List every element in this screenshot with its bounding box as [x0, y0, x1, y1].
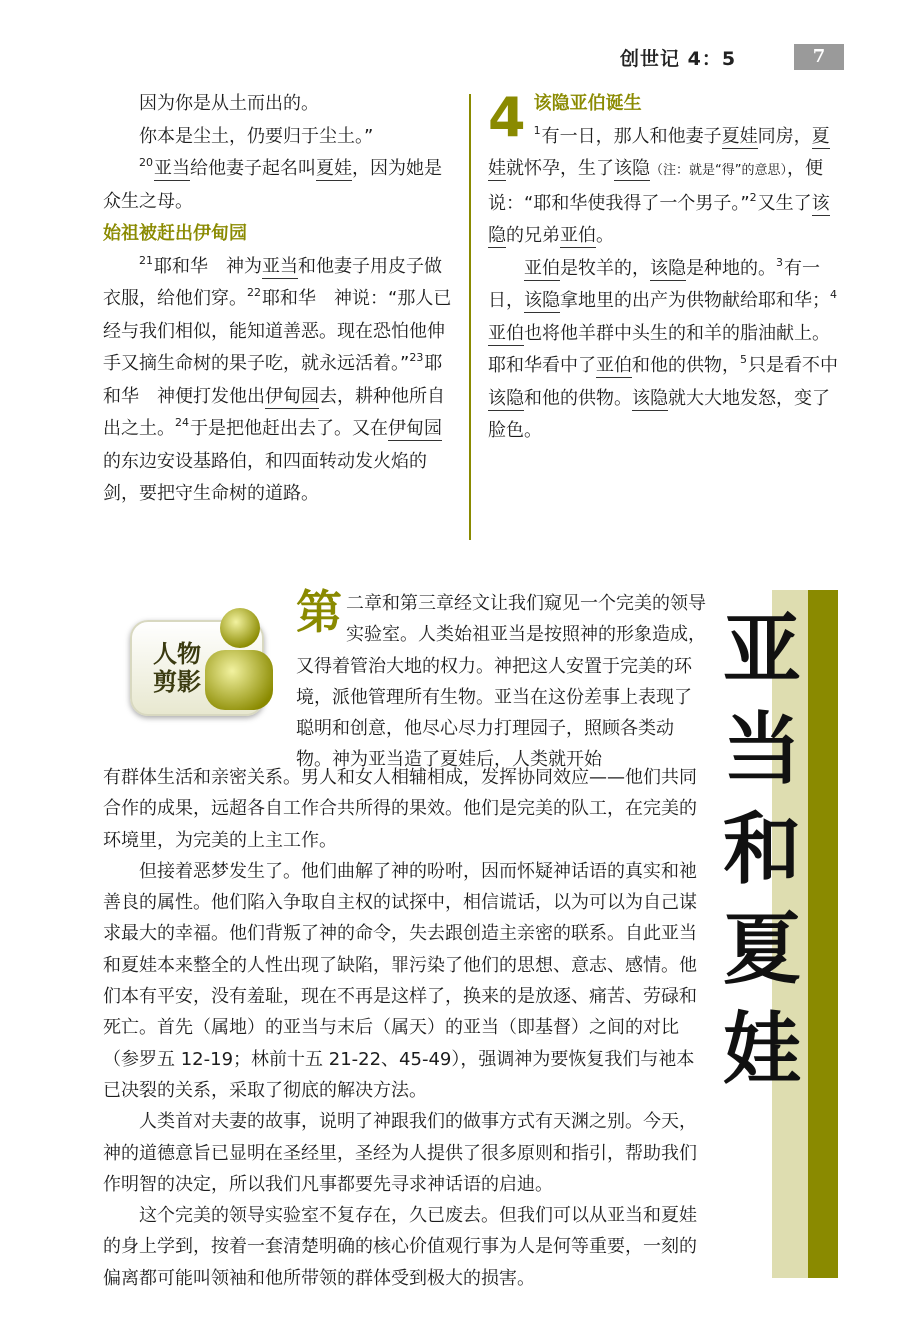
title-char: 和	[722, 805, 801, 895]
verse-number: 22	[247, 286, 261, 299]
verse-text: 是牧羊的，	[560, 257, 650, 279]
verse-text: 于是把他赶出去了。又在	[190, 418, 388, 439]
verse-text: 就怀孕，生了	[506, 158, 614, 179]
verse-text: 和他的供物，	[632, 355, 740, 376]
name-eve: 夏娃	[488, 125, 830, 179]
verse-text: 拿地里的出产为供物献给耶和华；	[560, 290, 830, 311]
verse-text: 有一日，	[488, 257, 820, 311]
name-cain: 该隐	[614, 158, 650, 179]
name-abel: 亚伯	[524, 257, 560, 279]
name-abel: 亚伯	[560, 225, 596, 246]
verse-text: 耶和华 神便打发他出	[103, 353, 443, 407]
verse-text: 同房，	[757, 125, 812, 147]
verse-text: 又生了	[757, 192, 812, 214]
name-eve: 夏娃	[316, 158, 352, 179]
verse-text: ，因为她是众生之母。	[103, 158, 442, 212]
name-abel: 亚伯	[596, 355, 632, 376]
name-cain: 该隐	[632, 387, 668, 409]
verse-1-2	[488, 121, 840, 253]
verse-text: 耶和华 神为	[154, 255, 262, 277]
verse-text: 去，耕种他所自出之土。	[103, 385, 445, 439]
essay-body	[103, 762, 706, 1294]
verse-text: 和他的供物。	[524, 387, 632, 409]
verse-text: 有一日，那人和他妻子	[541, 125, 722, 147]
verse-number: 20	[139, 156, 153, 169]
place-eden: 伊甸园	[265, 385, 319, 407]
chapter-number: 4	[488, 86, 526, 149]
title-char: 亚	[722, 605, 801, 695]
essay-paragraph: 但接着恶梦发生了。他们曲解了神的吩咐，因而怀疑神话语的真实和祂善良的属性。他们陷入争取自主权的试探中，相信谎话，以为可以为自己谋求最大的幸福。他们背叛了神的命令，失去跟创造主亲密的联系。自此亚当和夏娃本来整全的人性出现了缺陷，罪污染了他们的思想、意志、感情。他们本有平安，没有羞耻，现在不再是这样了，换来的是放逐、痛苦、劳碌和死亡。首先（属地）的亚当与末后（属天）的亚当（即基督）之间的对比（参罗五 12-19；林前十五 21-22、45-49），强调神为要恢复我们与祂本已决裂的关系，采取了彻底的解决方法。	[103, 860, 697, 1101]
verse-20	[103, 153, 453, 218]
name-adam: 亚当	[154, 158, 190, 179]
title-char: 夏	[722, 905, 801, 995]
verse-text: 耶和华 神说：“那人已经与我们相似，能知道善恶。现在恐怕他伸手又摘生命树的果子吃，就永远活着。”	[103, 288, 452, 374]
person-icon-head	[220, 608, 260, 648]
essay-paragraph: 有群体生活和亲密关系。男人和女人相辅相成，发挥协同效应——他们共同合作的成果，远超各自工作合共所得的果效。他们是完美的队工，在完美的环境里，为完美的上主工作。	[103, 767, 697, 851]
essay-text: 二章和第三章经文让我们窥见一个完美的领导实验室。人类始祖亚当是按照神的形象造成，又得着管治大地的权力。神把这人安置于完美的环境，派他管理所有生物。亚当在这份差事上表现了聪明和创意，他尽心尽力打理园子，照顾各类动物。神为亚当造了夏娃后，人类就开始	[296, 593, 706, 771]
name-cain: 该隐	[524, 290, 560, 311]
name-abel: 亚伯	[488, 322, 524, 344]
essay-intro	[296, 585, 706, 776]
name-adam: 亚当	[262, 255, 298, 277]
column-divider	[469, 94, 471, 540]
badge-line: 人物	[153, 640, 201, 668]
person-icon-body	[205, 650, 273, 710]
footnote: （注：就是“得”的意思）	[650, 163, 787, 178]
title-band-dark	[808, 590, 838, 1278]
title-char: 当	[722, 705, 801, 795]
verse-text: 的兄弟	[506, 225, 560, 246]
verse-number: 21	[139, 253, 153, 267]
verse-text: 就大大地发怒，变了脸色。	[488, 387, 830, 441]
name-eve: 夏娃	[721, 125, 758, 147]
verse-3-5	[488, 253, 840, 448]
running-head: 创世记 4：5	[620, 48, 737, 70]
verse-21-24	[103, 251, 453, 511]
section-heading: 始祖被赶出伊甸园	[103, 223, 247, 244]
essay-paragraph: 这个完美的领导实验室不复存在，久已废去。但我们可以从亚当和夏娃的身上学到，按着一套清楚明确的核心价值观行事为人是何等重要，一刻的偏离都可能叫领袖和他所带领的群体受到极大的损害。	[103, 1205, 697, 1289]
verse-text: 。	[596, 225, 614, 246]
verse-number: 3	[776, 255, 783, 269]
verse-text: 只是看不中	[748, 355, 838, 376]
name-cain: 该隐	[488, 387, 524, 409]
verse-text: 给他妻子起名叫	[190, 158, 316, 179]
title-char: 娃	[722, 1005, 801, 1095]
verse-text: 也将他羊群中头生的和羊的脂油献上。耶和华看中了	[488, 322, 830, 376]
section-heading: 该隐亚伯诞生	[533, 93, 642, 114]
name-cain: 该隐	[488, 192, 830, 246]
verse-text: ，便说：“耶和华使我得了一个男子。”	[488, 158, 823, 214]
name-cain: 该隐	[650, 257, 686, 279]
essay-paragraph: 人类首对夫妻的故事，说明了神跟我们的做事方式有天渊之别。今天，神的道德意旨已显明在圣经里，圣经为人提供了很多原则和指引，帮助我们作明智的决定，所以我们凡事都要先寻求神话语的启迪。	[103, 1111, 697, 1195]
badge-label	[142, 640, 212, 696]
place-eden: 伊甸园	[388, 418, 442, 439]
badge-line: 剪影	[153, 668, 201, 696]
verse-number: 2	[749, 190, 757, 204]
verse-text: 是种地的。	[686, 257, 776, 279]
verse-number: 23	[409, 351, 424, 364]
verse-text: 的东边安设基路伯，和四面转动发火焰的剑，要把守生命树的道路。	[103, 450, 427, 504]
verse-line: 因为你是从土而出的。	[139, 93, 319, 114]
verse-number: 5	[740, 353, 747, 366]
verse-text: 和他妻子用皮子做衣服，给他们穿。	[103, 255, 442, 309]
verse-number: 24	[175, 416, 189, 429]
verse-line: 你本是尘土，仍要归于尘土。”	[139, 125, 374, 147]
verse-number: 1	[533, 123, 541, 137]
right-column	[488, 88, 840, 448]
page-number: 7	[794, 44, 844, 70]
verse-number: 4	[830, 288, 837, 301]
profile-title	[712, 600, 812, 1100]
drop-cap: 第	[296, 585, 342, 639]
left-column	[103, 88, 453, 511]
essay-paragraph	[296, 585, 706, 776]
